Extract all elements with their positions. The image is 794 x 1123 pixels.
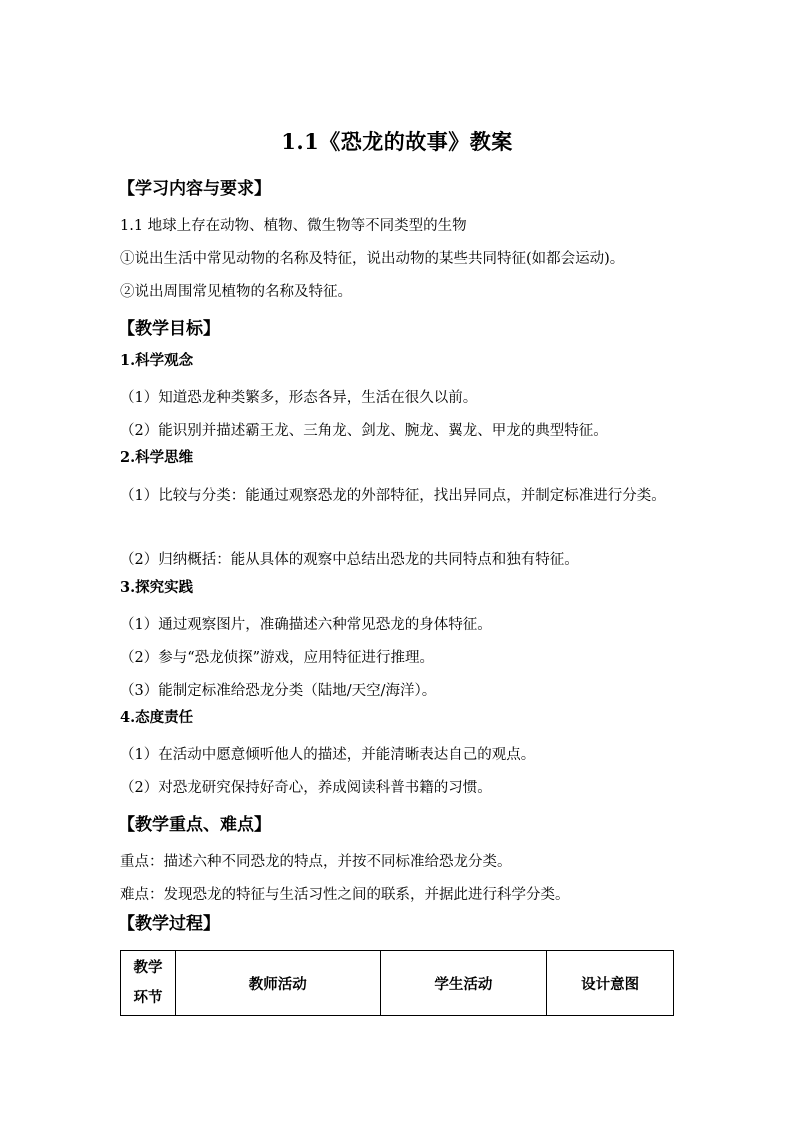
- header-cell-stage: [121, 951, 176, 1016]
- goal-3-item-1: （1）通过观察图片，准确描述六种常见恐龙的身体特征。: [120, 617, 492, 633]
- header-cell-student: 学生活动: [380, 951, 547, 1016]
- section-heading-keys: 【教学重点、难点】: [118, 815, 271, 835]
- header-stage-line-2: 环节: [133, 989, 163, 1006]
- difficulty-line: 难点：发现恐龙的特征与生活习性之间的联系，并据此进行科学分类。: [120, 887, 570, 903]
- goal-1-item-2: （2）能识别并描述霸王龙、三角龙、剑龙、腕龙、翼龙、甲龙的典型特征。: [120, 423, 608, 439]
- section-heading-goals: 【教学目标】: [118, 319, 220, 339]
- goal-title-1: 1.科学观念: [120, 352, 194, 369]
- section-heading-content: 【学习内容与要求】: [118, 179, 271, 199]
- table-header-row: [121, 951, 674, 1016]
- goal-3-item-3: （3）能制定标准给恐龙分类（陆地/天空/海洋）。: [120, 683, 437, 699]
- goal-title-3: 3.探究实践: [120, 579, 194, 596]
- header-cell-intent: 设计意图: [547, 951, 674, 1016]
- goal-title-2: 2.科学思维: [120, 449, 194, 466]
- content-line-2: ①说出生活中常见动物的名称及特征，说出动物的某些共同特征(如都会运动)。: [120, 251, 625, 267]
- content-line-1: 1.1 地球上存在动物、植物、微生物等不同类型的生物: [120, 218, 467, 234]
- goal-4-item-1: （1）在活动中愿意倾听他人的描述，并能清晰表达自己的观点。: [120, 747, 536, 763]
- key-point-line: 重点：描述六种不同恐龙的特点，并按不同标准给恐龙分类。: [120, 854, 512, 870]
- goal-1-item-1: （1）知道恐龙种类繁多，形态各异，生活在很久以前。: [120, 390, 478, 406]
- goal-4-item-2: （2）对恐龙研究保持好奇心，养成阅读科普书籍的习惯。: [120, 780, 492, 796]
- section-heading-process: 【教学过程】: [118, 914, 220, 934]
- header-stage-line-1: 教学: [133, 959, 163, 976]
- goal-2-item-1: （1）比较与分类：能通过观察恐龙的外部特征，找出异同点，并制定标准进行分类。: [120, 488, 666, 504]
- goal-2-item-2: （2）归纳概括：能从具体的观察中总结出恐龙的共同特点和独有特征。: [120, 552, 579, 568]
- process-table: [120, 950, 674, 1016]
- page-title: 1.1《恐龙的故事》教案: [281, 129, 513, 154]
- goal-3-item-2: （2）参与“恐龙侦探”游戏，应用特征进行推理。: [120, 650, 435, 666]
- content-line-3: ②说出周围常见植物的名称及特征。: [120, 284, 352, 300]
- goal-title-4: 4.态度责任: [120, 709, 194, 726]
- header-cell-teacher: 教师活动: [175, 951, 380, 1016]
